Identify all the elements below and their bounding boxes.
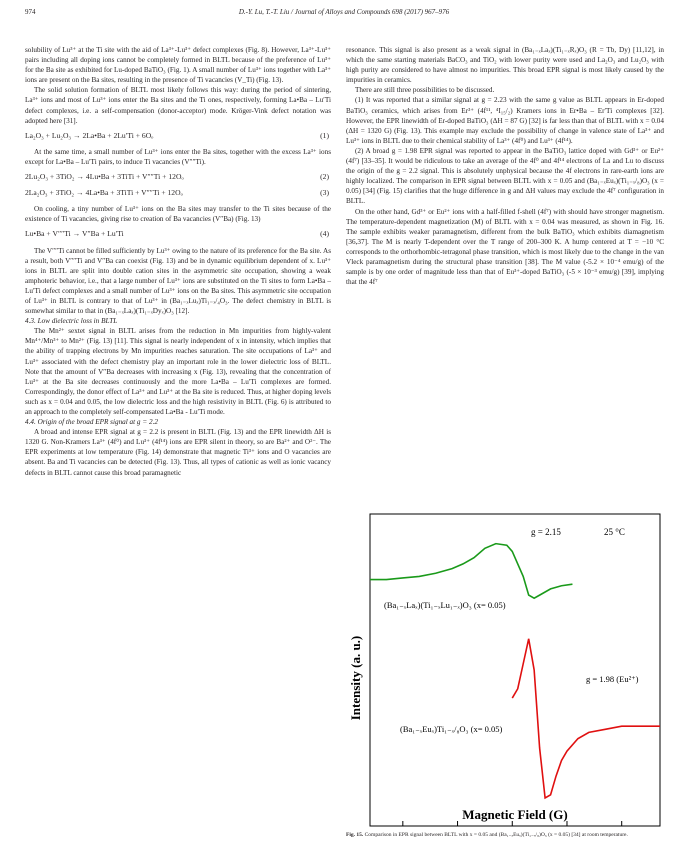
paragraph: (2) A broad g = 1.98 EPR signal was reported to appear in the BaTiO₃ lattice doped with Gd³⁺ or Eu²⁺ (4f⁷) [33–35]. It would be ridiculous to take an average of the 4f⁰ and 4f¹⁴ electrons of La and Lu to discuss the origin of the g = 2.2 signal. This is absolutely unphysical because the 4f electrons in rare-earth ions are highly localized. The comparison in EPR signal between BLTL with x = 0.05 and (Ba₁₋ₓEuₓ)(Ti₁₋ₓ/₈)O₃ (x = 0.05) [34] (Fig. 15) clarifies that the huge difference in g and ΔH values may exclude the 4f⁷ configuration in BLTL.	[346, 146, 664, 206]
paragraph: A broad and intense EPR signal at g = 2.2 is present in BLTL (Fig. 13) and the EPR linewidth ΔH is 1320 G. Non-Kramers La³⁺ (4f⁰) and Lu³⁺ (4f¹⁴) ions are EPR silent in theory, so are Ba²⁺ and O²⁻. The EPR experiments at low temperature (Fig. 14) demonstrate that magnetic Ti³⁺ ions and O vacancies are absent. Ba and Ti vacancies can be detected (Fig. 13). Thus, all types of cationic as well as ionic vacancy defects in BLTL cannot cause this broad paramagnetic	[25, 428, 331, 477]
series-line-1	[370, 544, 572, 599]
annotation-g198: g = 1.98 (Eu²⁺)	[586, 674, 639, 684]
page-number: 974	[25, 8, 36, 16]
paragraph: solubility of Lu³⁺ at the Ti site with the aid of La³⁺-Lu³⁺ defect complexes (Fig. 8). However, La³⁺-Lu³⁺ pairs including all doping ions cannot be completely formed in BLTL because of the preference of Lu³⁺ for the Ba site as exhibited for Lu-doped BaTiO₃ (Fig. 1). A small number of Lu³⁺ ions together with La³⁺ ions are present on the Ba sites, resulting in the presence of Ti vacancies (V_Ti) (Fig. 13).	[25, 46, 331, 85]
paragraph: The Mn²⁺ sextet signal in BLTL arises from the reduction in Mn impurities from highly-valent Mn⁴⁺/Mn³⁺ to Mn²⁺ (Fig. 13) [11]. This signal is nearly independent of x in intensity, which implies that the ability of trapping electrons by Mn impurities reaches saturation. The site occupations of La³⁺ and Lu³⁺ associated with the defect chemistry play an important role in the lower dielectric loss of BLTL. Note that the amount of V″Ba decreases with increasing x (Fig. 13), revealing that the concentration of Lu³⁺ at the Ba site decreases continuously and the more La•Ba – Lu′Ti complexes are formed. Correspondingly, the donor effect of La³⁺ and Lu³⁺ at the Ba site is reduced. Thus, at higher doping levels such as x = 0.04 and 0.05, the low dielectric loss and the high resistivity in BLTL (Fig. 6) is attributed to an approach to the completely self-compensated La•Ba - Lu′Ti mode.	[25, 327, 331, 416]
equation-1: La₂O₃ + Lu₂O₃ → 2La•Ba + 2Lu′Ti + 6Oₒ (1)	[25, 130, 329, 140]
caption-label: Fig. 15.	[346, 832, 364, 838]
paragraph: The V″″Ti cannot be filled sufficiently by Lu³⁺ owing to the nature of its preference for the Ba site. As a result, both V″″Ti and V″Ba can coexist (Fig. 13) and be in dynamic equilibrium dependent of x. Lu³⁺ ions in BLTL are split into double cation sites in the asymmetric site occupation, showing a weak amphoteric behavior, i.e., that a large number of Lu³⁺ ions are substituted on the Ti sites to form La•Ba – Lu′Ti defect complexes and a small number of Lu³⁺ ions on the Ba sites. This asymmetric site occupation of Lu³⁺ in BLTL is contrary to that of Lu³⁺ in (Ba₁₋ₓLuₓ)Ti₁₋ₓ/₄O₃. The defect chemistry in BLTL is somewhat similar to that in (Ba₁₋ₓLaₓ)(Ti₁₋ₓDyₓ)O₃ [12].	[25, 246, 331, 316]
figure-caption	[346, 832, 664, 840]
caption-text: Comparison in EPR signal between BLTL with x = 0.05 and (Ba₁₋ₓEuₓ)(Ti₁₋ₓ/₈)O₃ (x = 0.05) [34] at room temperature.	[364, 832, 628, 838]
paragraph: (1) It was reported that a similar signal at g = 2.23 with the same g value as BLTL appears in Er-doped BaTiO₃ ceramics, which arises from Er³⁺ (4f¹¹, ⁴I₁₅/₂) Kramers ions in Er•Ba – Er′Ti complexes [32]. However, the EPR linewidth of Er-doped BaTiO₃ (ΔH = 87 G) [32] is far less than that of BLTL with x = 0.04 (ΔH = 1320 G) (Fig. 13). This example may exclude the possibility of change in valence state of La³⁺ and Lu³⁺ ions in BLTL due to their chemical stability of La³⁺ (4f⁰) and Lu³⁺ (4f¹⁴).	[346, 96, 664, 145]
epr-figure	[346, 500, 664, 830]
plot-frame	[370, 514, 660, 826]
equation-4: Lu•Ba + V″″Ti → V″Ba + Lu′Ti (4)	[25, 229, 329, 239]
running-title: D.-Y. Lu, T.-T. Liu / Journal of Alloys and Compounds 698 (2017) 967–976	[238, 8, 450, 16]
x-axis-title	[346, 806, 664, 826]
series-label-eu: (Ba₁₋ₓEuₓ)Ti₁₋ₓ/₈O₃ (x= 0.05)	[400, 724, 503, 734]
series-label-blt: (Ba₁₋ₓLaₓ)(Ti₁₋ₓLu₁₋ₓ)O₃ (x= 0.05)	[384, 600, 506, 610]
annotation-temperature: 25 °C	[604, 527, 625, 537]
section-heading: 4.3. Low dielectric loss in BLTL	[25, 317, 118, 326]
annotation-g215: g = 2.15	[531, 527, 561, 537]
paragraph: On cooling, a tiny number of Lu³⁺ ions on the Ba sites may transfer to the Ti sites because of the existence of Ti vacancies, giving rise to creation of Ba vacancies (V″Ba) (Fig. 13)	[25, 205, 331, 224]
paragraph: At the same time, a small number of Lu³⁺ ions enter the Ba sites, together with the excess La³⁺ ions except for La•Ba – Lu′Ti pairs, to induce Ti vacancies (V″″Ti).	[25, 147, 331, 166]
series-line-2	[512, 639, 660, 798]
section-heading: 4.4. Origin of the broad EPR signal at g = 2.2	[25, 418, 158, 427]
left-column	[25, 45, 331, 478]
equation-2: 2Lu₂O₃ + 3TiO₂ → 4Lu•Ba + 3TiTi + V″″Ti + 12Oₒ (2)	[25, 172, 329, 182]
equation-3: 2La₂O₃ + 3TiO₂ → 4La•Ba + 3TiTi + V″″Ti + 12Oₒ (3)	[25, 188, 329, 198]
paragraph: resonance. This signal is also present as a weak signal in (Ba₁₋ₓLaₓ)(Ti₁₋ₓRₓ)O₃ (R = Tb, Dy) [11,12], in which the same starting materials BaCO₃ and TiO₂ with lower purity were used and La₂O₃ and Lu₂O₃ with high purity are considered to have almost no impurities. This broad EPR signal is most likely caused by the impurities in ceramics.	[346, 46, 664, 85]
paragraph: On the other hand, Gd³⁺ or Eu²⁺ ions with a half-filled f-shell (4f⁷) with should have stronger magnetism. The temperature-dependent magnetization (M) of BLTL with x = 0.04 was measured, as shown in Fig. 16. The sample exhibits weaker paramagnetism, different from the bulk BaTiO₃ which exhibits diamagnetism [36,37]. The M is nearly T-dependent over the T range of 200–300 K. A hump centered at T = −10 °C corresponds to the orthorhombic-tetragonal phase transition, which is most likely due to the change in the van Vleck paramagnetism during the structural phase transition [38]. The M value (-5.2 × 10⁻⁴ emu/g) of the sample is by one order of magnitude less than that of Eu³⁺-doped BaTiO₃ (-5 × 10⁻³ emu/g) [39], implying that the 4f⁷	[346, 207, 664, 287]
series-lines	[370, 544, 660, 798]
page-header	[0, 8, 688, 22]
y-axis-label: Intensity (a. u.)	[348, 635, 363, 721]
svg-text:Magnetic Field (G): Magnetic Field (G)	[462, 807, 568, 822]
paragraph: There are still three possibilities to be discussed.	[355, 86, 495, 95]
right-column	[346, 45, 664, 287]
paragraph: The solid solution formation of BLTL most likely follows this way: during the period of sintering, La³⁺ ions and most of Lu³⁺ ions enter the Ba sites and the Ti ones, respectively, forming La•Ba – Lu′Ti defect complexes, i.e. a self-compensation (donor-acceptor) mode. Kröger-Vink defect notation was adopted here [31].	[25, 86, 331, 125]
